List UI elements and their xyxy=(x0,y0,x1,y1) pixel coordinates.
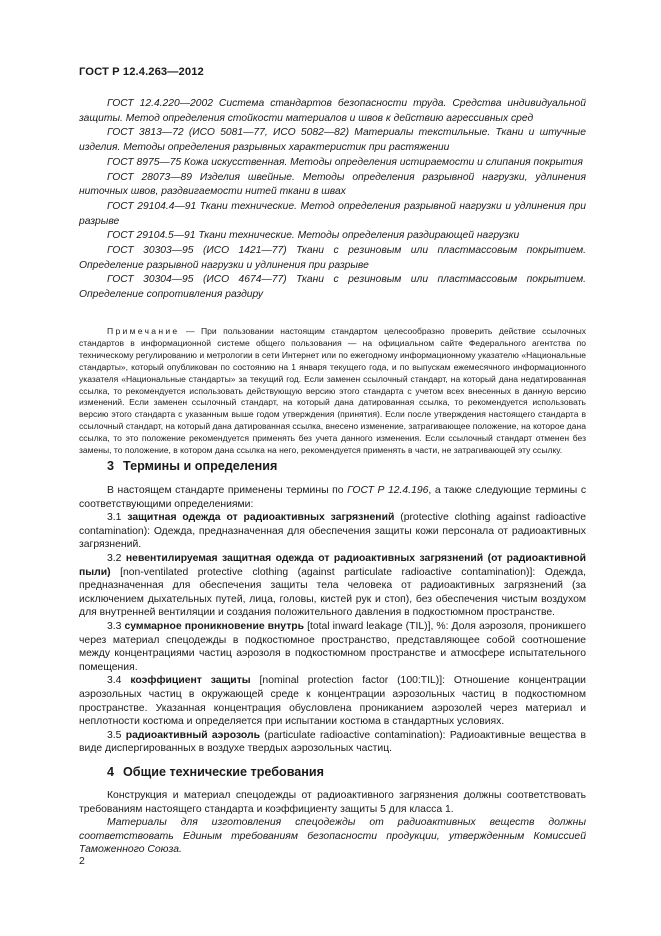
term-name: невентилируемая защитная одежда от радиоактивных загрязнений (от радиоактивной пыли) xyxy=(79,552,586,578)
intro-standard-ref: ГОСТ Р 12.4.196 xyxy=(347,485,429,496)
reference-item: ГОСТ 8975—75 Кожа искусственная. Методы определения истираемости и слипания покрытия xyxy=(107,156,583,168)
section-number: 4 xyxy=(107,765,115,779)
term-3-2 xyxy=(79,552,586,620)
section-4-paragraph: Конструкция и материал спецодежды от радиоактивного загрязнения должны соответствовать требованиям настоящего стандарта и коэффициенту защиты 5 для класса 1. xyxy=(79,790,586,815)
reference-item: ГОСТ 30303—95 (ИСО 1421—77) Ткани с резиновым или пластмассовым покрытием. Определение разрывной нагрузки и удлинения при разрыве xyxy=(79,245,586,271)
section-3-body xyxy=(79,484,586,756)
page-number: 2 xyxy=(79,855,85,867)
term-number: 3.3 xyxy=(107,620,122,632)
note-label: Примечание xyxy=(107,326,180,336)
term-definition: [non-ventilated protective clothing (against particulate radioactive contamination)]: Одежда, предназначенная для обеспечения защиты тела человека от радиоактивных загрязнений (за исключением дыхательных путей, лица, головы, кистей рук и стоп), без обеспечения чистым воздухом для внутренней вентиляции и создания положительного давления в подкостюмном пространстве. xyxy=(79,566,586,619)
reference-item: ГОСТ 30304—95 (ИСО 4674—77) Ткани с резиновым или пластмассовым покрытием. Определение сопротивления раздиру xyxy=(79,274,586,301)
note-paragraph xyxy=(79,326,586,457)
term-3-4 xyxy=(79,674,586,728)
section-4-heading xyxy=(107,765,324,779)
section-4-paragraph-italic: Материалы для изготовления спецодежды от радиоактивных веществ должны соответствовать Единым требованиям безопасности продукции, утвержденным Комиссией Таможенного Союза. xyxy=(79,817,586,856)
term-number: 3.5 xyxy=(107,729,122,741)
note-text: — При пользовании настоящим стандартом целесообразно проверить действие ссылочных стандартов в информационной системе общего пользования — на официальном сайте Федерального агентства по техническому регулированию и метрологии в сети Интернет или по ежегодному информационному указателю «Национальные стандарты», который опубликован по состоянию на 1 января текущего года, и по выпускам ежемесячного информационного указателя «Национальные стандарты» за текущий год. Если заменен ссылочный стандарт, на который дана недатированная ссылка, то рекомендуется использовать действующую версию этого стандарта с учетом всех внесенных в данную версию изменений. Если заменен ссылочный стандарт, на который дана датированная ссылка, то рекомендуется использовать версию этого стандарта с указанным выше годом утверждения (принятия). Если после утверждения настоящего стандарта в ссылочный стандарт, на который дана датированная ссылка, внесено изменение, затрагивающее положение, на которое дана ссылка, то это положение рекомендуется применять без учета данного изменения. Если ссылочный стандарт отменен без замены, то положение, в котором дана ссылка на него, рекомендуется применять в части, не затрагивающей эту ссылку. xyxy=(79,326,586,456)
term-name: защитная одежда от радиоактивных загрязнений xyxy=(127,512,395,524)
note-block xyxy=(79,326,586,457)
reference-item: ГОСТ 12.4.220—2002 Система стандартов безопасности труда. Средства индивидуальной защиты. Метод определения стойкости материалов и швов к действию агрессивных сред xyxy=(79,98,586,124)
reference-item: ГОСТ 3813—72 (ИСО 5081—77, ИСО 5082—82) Материалы текстильные. Ткани и штучные изделия. Методы определения разрывных характеристик при растяжении xyxy=(79,127,586,154)
term-3-1 xyxy=(79,511,586,552)
term-definition: [total inward leakage (TIL)], %: Доля аэрозоля, проникшего через материал спецодежды в подкостюмное пространство, представляющее собой соотношение между концентрациями частиц аэрозоля в подкостюмном пространстве и атмосфере испытательного помещения. xyxy=(79,620,587,673)
term-name: радиоактивный аэрозоль xyxy=(125,729,260,741)
term-definition: [nominal protection factor (100:TIL)]: Отношение концентрации аэрозольных частиц в окружающей среде к концентрации аэрозольных частиц в подкостюмном пространстве. Указанная концентрация обусловлена прониканием аэрозолей через материал и неплотности костюма и определяется при испытании костюма в стандартных условиях. xyxy=(79,675,586,728)
section-4-body xyxy=(79,789,586,857)
section-3-intro xyxy=(79,484,586,511)
term-3-5 xyxy=(79,729,586,756)
references-list xyxy=(79,97,586,303)
document-code-header: ГОСТ Р 12.4.263—2012 xyxy=(79,66,204,78)
term-number: 3.2 xyxy=(107,552,122,564)
term-name: суммарное проникновение внутрь xyxy=(124,620,305,632)
reference-item: ГОСТ 28073—89 Изделия швейные. Методы определения разрывной нагрузки, удлинения ниточных швов, раздвигаемости нитей ткани в швах xyxy=(79,171,586,198)
section-title: Общие технические требования xyxy=(123,765,324,779)
term-number: 3.4 xyxy=(107,675,122,687)
term-number: 3.1 xyxy=(107,512,122,524)
term-3-3 xyxy=(79,620,586,674)
section-number: 3 xyxy=(107,459,115,473)
term-definition: (particulate radioactive contamination): Радиоактивные вещества в виде диспергированных в воздухе твердых аэрозольных частиц. xyxy=(79,729,587,755)
reference-item: ГОСТ 29104.5—91 Ткани технические. Методы определения раздирающей нагрузки xyxy=(107,230,520,242)
intro-text-end: , а также следующие термины с соответствующими определениями: xyxy=(79,485,587,510)
reference-item: ГОСТ 29104.4—91 Ткани технические. Метод определения разрывной нагрузки и удлинения при разрыве xyxy=(79,200,586,227)
term-definition: (protective clothing against radioactive contamination): Одежда, предназначенная для обеспечения защиты кожи персонала от радиоактивных загрязнений. xyxy=(79,512,586,551)
intro-text: В настоящем стандарте применены термины по xyxy=(107,485,344,496)
section-title: Термины и определения xyxy=(123,459,278,473)
section-3-heading xyxy=(107,459,277,473)
term-name: коэффициент защиты xyxy=(130,675,251,687)
